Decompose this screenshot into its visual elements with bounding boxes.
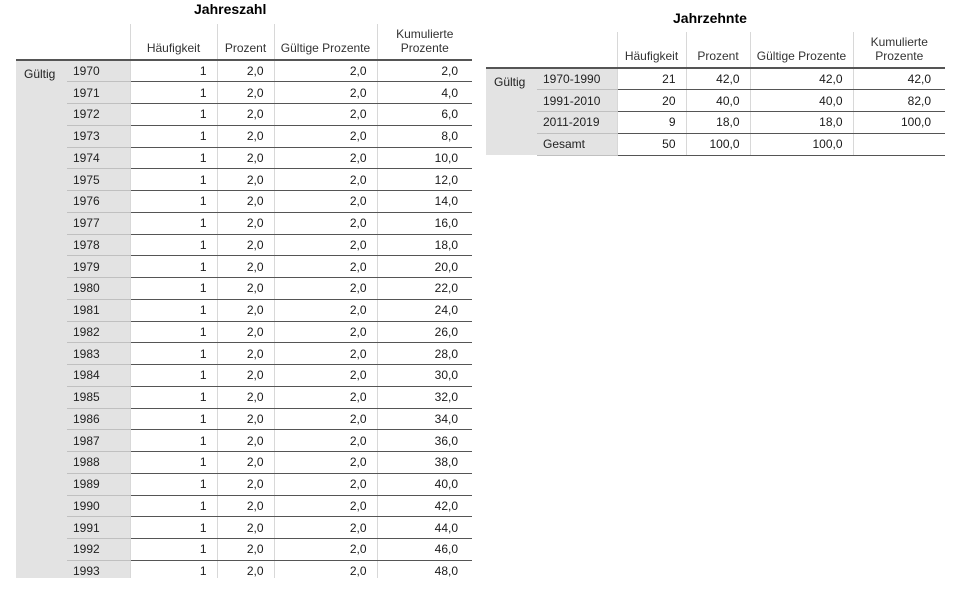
header-prozent: Prozent	[217, 24, 274, 60]
kumulierte-prozente-cell: 38,0	[377, 452, 472, 474]
haeufigkeit-cell: 20	[617, 90, 686, 112]
gueltige-prozente-cell: 40,0	[750, 90, 853, 112]
table-row	[16, 321, 472, 343]
table-row	[16, 125, 472, 147]
gueltige-prozente-cell: 2,0	[274, 299, 377, 321]
row-label: 1983	[67, 343, 130, 365]
haeufigkeit-cell: 1	[130, 386, 217, 408]
gueltige-prozente-cell: 2,0	[274, 60, 377, 82]
kumulierte-prozente-cell: 46,0	[377, 539, 472, 561]
prozent-cell: 2,0	[217, 82, 274, 104]
row-label: 1973	[67, 125, 130, 147]
haeufigkeit-cell: 1	[130, 191, 217, 213]
table-row	[16, 430, 472, 452]
kumulierte-prozente-cell: 30,0	[377, 365, 472, 387]
haeufigkeit-cell: 1	[130, 539, 217, 561]
haeufigkeit-cell: 1	[130, 278, 217, 300]
row-label: 1970-1990	[537, 68, 617, 90]
prozent-cell: 2,0	[217, 191, 274, 213]
kumulierte-prozente-cell: 40,0	[377, 473, 472, 495]
table-row	[16, 234, 472, 256]
prozent-cell: 2,0	[217, 147, 274, 169]
row-label: 1989	[67, 473, 130, 495]
gueltige-prozente-cell: 2,0	[274, 365, 377, 387]
haeufigkeit-cell: 1	[130, 212, 217, 234]
kumulierte-prozente-cell: 34,0	[377, 408, 472, 430]
prozent-cell: 2,0	[217, 321, 274, 343]
kumulierte-prozente-cell	[853, 133, 945, 155]
row-label: 1981	[67, 299, 130, 321]
table-row	[16, 212, 472, 234]
prozent-cell: 2,0	[217, 169, 274, 191]
row-label: 1987	[67, 430, 130, 452]
prozent-cell: 2,0	[217, 386, 274, 408]
row-label: 1992	[67, 539, 130, 561]
kumulierte-prozente-cell: 6,0	[377, 104, 472, 126]
haeufigkeit-cell: 1	[130, 82, 217, 104]
haeufigkeit-cell: 1	[130, 125, 217, 147]
row-label: 1986	[67, 408, 130, 430]
haeufigkeit-cell: 1	[130, 321, 217, 343]
table-row	[16, 343, 472, 365]
gueltige-prozente-cell: 2,0	[274, 256, 377, 278]
gueltige-prozente-cell: 2,0	[274, 125, 377, 147]
haeufigkeit-cell: 21	[617, 68, 686, 90]
gueltige-prozente-cell: 2,0	[274, 191, 377, 213]
row-label: 1990	[67, 495, 130, 517]
prozent-cell: 2,0	[217, 212, 274, 234]
row-label: 2011-2019	[537, 112, 617, 134]
table-row	[16, 278, 472, 300]
prozent-cell: 2,0	[217, 104, 274, 126]
row-label: 1974	[67, 147, 130, 169]
haeufigkeit-cell: 1	[130, 408, 217, 430]
prozent-cell: 2,0	[217, 452, 274, 474]
prozent-cell: 2,0	[217, 408, 274, 430]
row-label: 1972	[67, 104, 130, 126]
table-row	[16, 495, 472, 517]
frequency-table-jahrzehnte	[486, 32, 945, 156]
table-row	[16, 452, 472, 474]
gueltige-prozente-cell: 2,0	[274, 473, 377, 495]
prozent-cell: 2,0	[217, 278, 274, 300]
table-row	[16, 386, 472, 408]
row-label: 1985	[67, 386, 130, 408]
prozent-cell: 2,0	[217, 430, 274, 452]
header-gueltige-prozente: Gültige Prozente	[274, 24, 377, 60]
kumulierte-prozente-cell: 22,0	[377, 278, 472, 300]
kumulierte-prozente-cell: 24,0	[377, 299, 472, 321]
haeufigkeit-cell: 1	[130, 495, 217, 517]
gueltige-prozente-cell: 100,0	[750, 133, 853, 155]
table-row	[16, 473, 472, 495]
gueltige-prozente-cell: 2,0	[274, 495, 377, 517]
header-blank	[16, 24, 130, 60]
kumulierte-prozente-cell: 12,0	[377, 169, 472, 191]
prozent-cell: 2,0	[217, 365, 274, 387]
kumulierte-prozente-cell: 100,0	[853, 112, 945, 134]
table-row	[16, 191, 472, 213]
row-label: Gesamt	[537, 133, 617, 155]
table-row	[16, 299, 472, 321]
prozent-cell: 2,0	[217, 256, 274, 278]
table-row	[16, 169, 472, 191]
kumulierte-prozente-cell: 8,0	[377, 125, 472, 147]
haeufigkeit-cell: 1	[130, 234, 217, 256]
haeufigkeit-cell: 1	[130, 430, 217, 452]
gueltige-prozente-cell: 2,0	[274, 539, 377, 561]
table-row	[16, 104, 472, 126]
group-label: Gültig	[16, 60, 67, 578]
prozent-cell: 2,0	[217, 60, 274, 82]
row-label: 1980	[67, 278, 130, 300]
prozent-cell: 2,0	[217, 343, 274, 365]
row-label: 1977	[67, 212, 130, 234]
haeufigkeit-cell: 1	[130, 343, 217, 365]
header-blank	[486, 32, 617, 68]
prozent-cell: 2,0	[217, 125, 274, 147]
kumulierte-prozente-cell: 32,0	[377, 386, 472, 408]
kumulierte-prozente-cell: 16,0	[377, 212, 472, 234]
table-title: Jahrzehnte	[673, 10, 747, 26]
haeufigkeit-cell: 1	[130, 60, 217, 82]
gueltige-prozente-cell: 2,0	[274, 321, 377, 343]
gueltige-prozente-cell: 2,0	[274, 82, 377, 104]
haeufigkeit-cell: 1	[130, 299, 217, 321]
kumulierte-prozente-cell: 82,0	[853, 90, 945, 112]
kumulierte-prozente-cell: 28,0	[377, 343, 472, 365]
haeufigkeit-cell: 1	[130, 560, 217, 578]
haeufigkeit-cell: 1	[130, 169, 217, 191]
row-label: 1976	[67, 191, 130, 213]
table-row	[486, 133, 945, 155]
kumulierte-prozente-cell: 36,0	[377, 430, 472, 452]
prozent-cell: 2,0	[217, 539, 274, 561]
kumulierte-prozente-cell: 2,0	[377, 60, 472, 82]
table-row	[16, 365, 472, 387]
gueltige-prozente-cell: 2,0	[274, 430, 377, 452]
row-label: 1993	[67, 560, 130, 578]
row-label: 1978	[67, 234, 130, 256]
table-row	[16, 539, 472, 561]
table-row	[486, 90, 945, 112]
prozent-cell: 2,0	[217, 495, 274, 517]
row-label: 1971	[67, 82, 130, 104]
table-row	[16, 82, 472, 104]
prozent-cell: 2,0	[217, 299, 274, 321]
table-row	[16, 560, 472, 578]
kumulierte-prozente-cell: 18,0	[377, 234, 472, 256]
kumulierte-prozente-cell: 48,0	[377, 560, 472, 578]
gueltige-prozente-cell: 2,0	[274, 278, 377, 300]
table-row	[16, 408, 472, 430]
prozent-cell: 2,0	[217, 517, 274, 539]
row-label: 1988	[67, 452, 130, 474]
table-row	[16, 147, 472, 169]
prozent-cell: 18,0	[686, 112, 750, 134]
row-label: 1991-2010	[537, 90, 617, 112]
header-kumulierte-prozente: Kumulierte Prozente	[853, 32, 945, 68]
gueltige-prozente-cell: 2,0	[274, 169, 377, 191]
gueltige-prozente-cell: 2,0	[274, 452, 377, 474]
table-row	[16, 256, 472, 278]
row-label: 1984	[67, 365, 130, 387]
haeufigkeit-cell: 50	[617, 133, 686, 155]
header-haeufigkeit: Häufigkeit	[130, 24, 217, 60]
header-haeufigkeit: Häufigkeit	[617, 32, 686, 68]
prozent-cell: 2,0	[217, 234, 274, 256]
kumulierte-prozente-cell: 10,0	[377, 147, 472, 169]
haeufigkeit-cell: 1	[130, 365, 217, 387]
row-label: 1975	[67, 169, 130, 191]
jahreszahl-viewport[interactable]	[16, 0, 476, 578]
kumulierte-prozente-cell: 26,0	[377, 321, 472, 343]
prozent-cell: 42,0	[686, 68, 750, 90]
kumulierte-prozente-cell: 20,0	[377, 256, 472, 278]
kumulierte-prozente-cell: 42,0	[377, 495, 472, 517]
haeufigkeit-cell: 9	[617, 112, 686, 134]
gueltige-prozente-cell: 2,0	[274, 104, 377, 126]
haeufigkeit-cell: 1	[130, 473, 217, 495]
gueltige-prozente-cell: 2,0	[274, 408, 377, 430]
kumulierte-prozente-cell: 4,0	[377, 82, 472, 104]
kumulierte-prozente-cell: 14,0	[377, 191, 472, 213]
haeufigkeit-cell: 1	[130, 104, 217, 126]
gueltige-prozente-cell: 2,0	[274, 560, 377, 578]
row-label: 1970	[67, 60, 130, 82]
prozent-cell: 40,0	[686, 90, 750, 112]
header-prozent: Prozent	[686, 32, 750, 68]
kumulierte-prozente-cell: 42,0	[853, 68, 945, 90]
header-kumulierte-prozente: Kumulierte Prozente	[377, 24, 472, 60]
row-label: 1979	[67, 256, 130, 278]
gueltige-prozente-cell: 2,0	[274, 147, 377, 169]
kumulierte-prozente-cell: 44,0	[377, 517, 472, 539]
prozent-cell: 100,0	[686, 133, 750, 155]
gueltige-prozente-cell: 2,0	[274, 212, 377, 234]
gueltige-prozente-cell: 18,0	[750, 112, 853, 134]
row-label: 1982	[67, 321, 130, 343]
table-row	[486, 68, 945, 90]
table-row	[16, 60, 472, 82]
gueltige-prozente-cell: 42,0	[750, 68, 853, 90]
table-row	[486, 112, 945, 134]
table-title: Jahreszahl	[194, 1, 267, 17]
header-gueltige-prozente: Gültige Prozente	[750, 32, 853, 68]
table-row	[16, 517, 472, 539]
haeufigkeit-cell: 1	[130, 147, 217, 169]
haeufigkeit-cell: 1	[130, 452, 217, 474]
row-label: 1991	[67, 517, 130, 539]
gueltige-prozente-cell: 2,0	[274, 517, 377, 539]
gueltige-prozente-cell: 2,0	[274, 343, 377, 365]
haeufigkeit-cell: 1	[130, 517, 217, 539]
haeufigkeit-cell: 1	[130, 256, 217, 278]
prozent-cell: 2,0	[217, 560, 274, 578]
prozent-cell: 2,0	[217, 473, 274, 495]
gueltige-prozente-cell: 2,0	[274, 234, 377, 256]
group-label: Gültig	[486, 68, 537, 155]
gueltige-prozente-cell: 2,0	[274, 386, 377, 408]
frequency-table-jahreszahl	[16, 24, 472, 578]
